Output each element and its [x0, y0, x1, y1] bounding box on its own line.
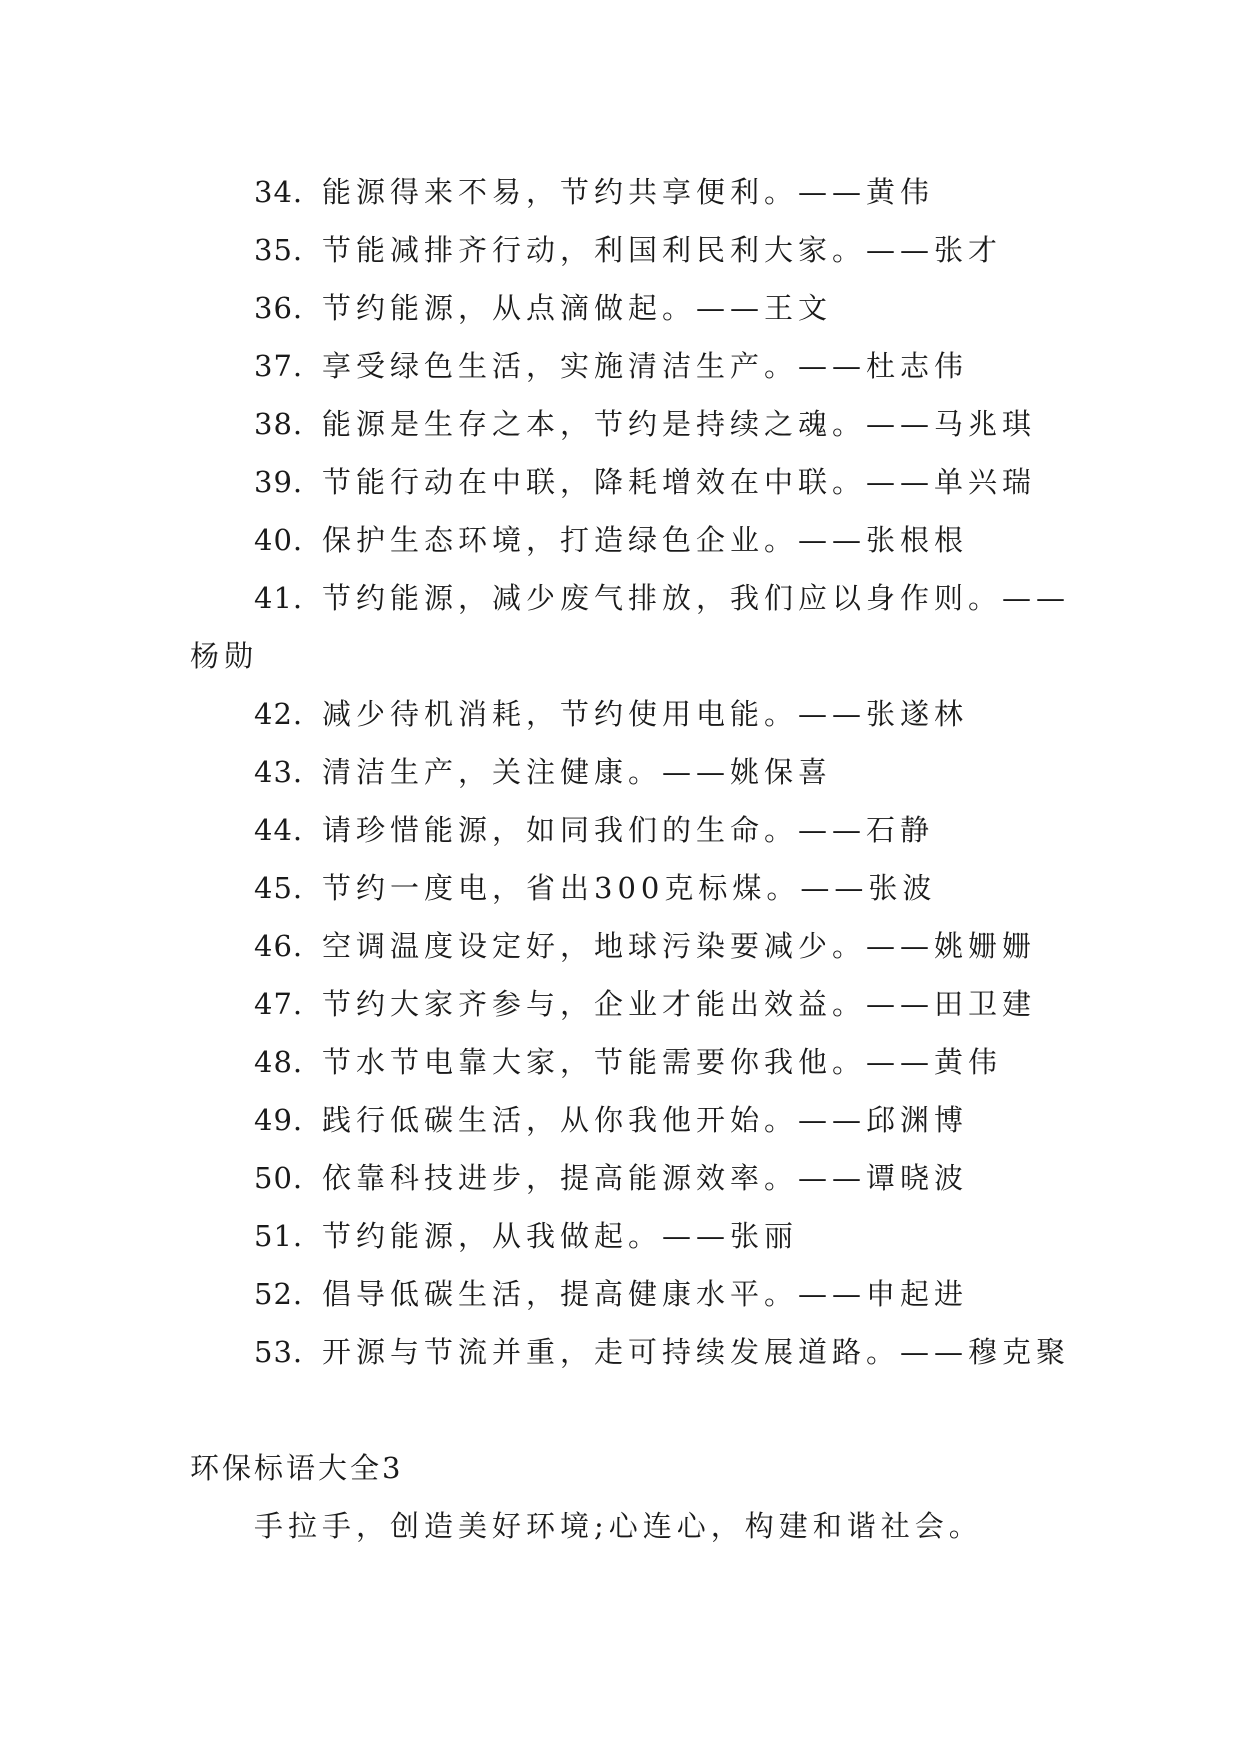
list-item: [190, 163, 1060, 221]
item-text: 践行低碳生活，从你我他开始。——邱渊博: [322, 1103, 969, 1137]
item-number: 42.: [254, 697, 304, 731]
item-number: 44.: [254, 813, 304, 847]
item-text: 能源得来不易，节约共享便利。——黄伟: [322, 175, 935, 209]
item-number: 43.: [254, 755, 304, 789]
item-text: 请珍惜能源，如同我们的生命。——石静: [322, 813, 935, 847]
list-item: [190, 801, 1060, 859]
list-item: [190, 453, 1060, 511]
item-number: 49.: [254, 1103, 304, 1137]
section-heading: 环保标语大全3: [190, 1451, 404, 1485]
list-item: [190, 1091, 1060, 1149]
item-text: 空调温度设定好，地球污染要减少。——姚姗姗: [322, 929, 1037, 963]
list-item: [190, 743, 1060, 801]
list-item: [190, 279, 1060, 337]
list-item: [190, 917, 1060, 975]
item-number: 46.: [254, 929, 304, 963]
list-item: [190, 685, 1060, 743]
section-spacer: [190, 1381, 1060, 1439]
item-text: 节能减排齐行动，利国利民利大家。——张才: [322, 233, 1003, 267]
list-item: [190, 395, 1060, 453]
item-text: 清洁生产，关注健康。——姚保喜: [322, 755, 833, 789]
section-paragraph: 手拉手，创造美好环境;心连心，构建和谐社会。: [254, 1509, 983, 1543]
item-number: 47.: [254, 987, 304, 1021]
item-number: 35.: [254, 233, 304, 267]
list-item: [190, 1033, 1060, 1091]
item-number: 39.: [254, 465, 304, 499]
item-number: 40.: [254, 523, 304, 557]
list-item: [190, 1149, 1060, 1207]
list-item: [190, 569, 1071, 627]
list-item: [190, 975, 1060, 1033]
item-text: 倡导低碳生活，提高健康水平。——申起进: [322, 1277, 969, 1311]
item-text: 节约能源，减少废气排放，我们应以身作则。——: [322, 581, 1071, 615]
item-text: 节约能源，从点滴做起。——王文: [322, 291, 833, 325]
list-item: [190, 1207, 1060, 1265]
item-number: 37.: [254, 349, 304, 383]
item-text: 依靠科技进步，提高能源效率。——谭晓波: [322, 1161, 969, 1195]
item-number: 34.: [254, 175, 304, 209]
list-item: [190, 221, 1060, 279]
item-text: 能源是生存之本，节约是持续之魂。——马兆琪: [322, 407, 1037, 441]
item-text: 节水节电靠大家，节能需要你我他。——黄伟: [322, 1045, 1003, 1079]
item-number: 38.: [254, 407, 304, 441]
item-number: 48.: [254, 1045, 304, 1079]
item-text: 开源与节流并重，走可持续发展道路。——穆克聚: [322, 1335, 1071, 1369]
item-text: 减少待机消耗，节约使用电能。——张遂林: [322, 697, 969, 731]
item-number: 51.: [254, 1219, 304, 1253]
document-content: [190, 163, 1071, 1555]
item-text: 节约能源，从我做起。——张丽: [322, 1219, 799, 1253]
item-number: 36.: [254, 291, 304, 325]
item-text: 节约大家齐参与，企业才能出效益。——田卫建: [322, 987, 1037, 1021]
list-item: [190, 859, 1060, 917]
item-text: 节约一度电，省出300克标煤。——张波: [322, 871, 937, 905]
item-number: 52.: [254, 1277, 304, 1311]
item-number: 41.: [254, 581, 304, 615]
item-text: 节能行动在中联，降耗增效在中联。——单兴瑞: [322, 465, 1037, 499]
item-number: 50.: [254, 1161, 304, 1195]
list-item: [190, 1265, 1060, 1323]
list-item: [190, 511, 1060, 569]
list-item: [190, 1323, 1071, 1381]
item-number: 45.: [254, 871, 304, 905]
item-number: 53.: [254, 1335, 304, 1369]
list-item-continuation: 杨勋: [190, 639, 259, 673]
item-text: 享受绿色生活，实施清洁生产。——杜志伟: [322, 349, 969, 383]
item-text: 保护生态环境，打造绿色企业。——张根根: [322, 523, 969, 557]
list-item: [190, 337, 1060, 395]
